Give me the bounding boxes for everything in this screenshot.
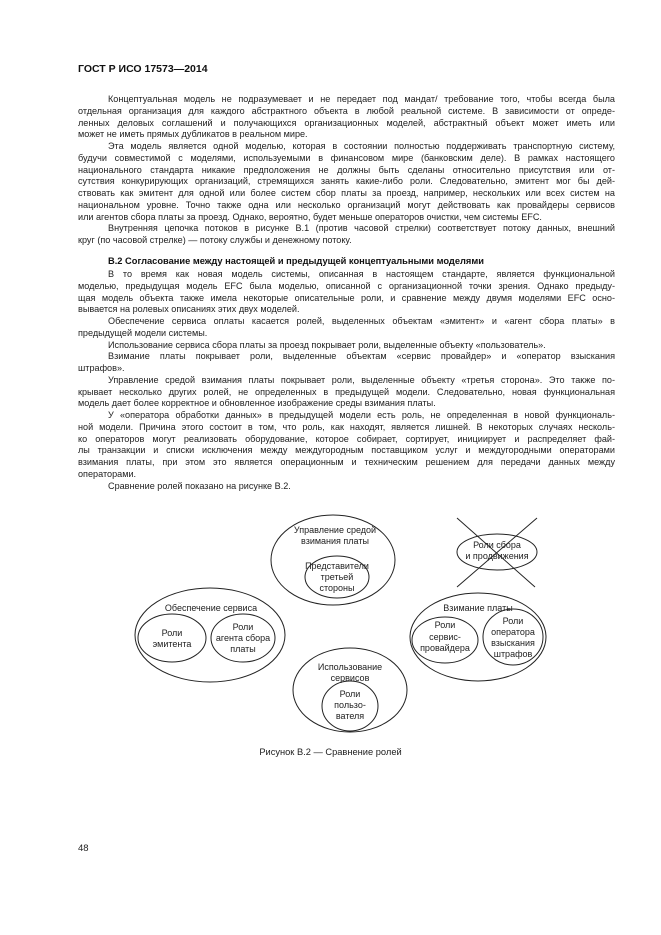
usage-title-1: Использование [317,662,383,672]
po-label-1: Роли [502,616,524,626]
agent-label-2: агента сбора [215,633,271,643]
issuer-label-2: эмитента [152,639,192,649]
paragraph-line: крывает несколько других ролей, не определенных в предыдущей модели. Следовательно, новая функциональная [78,386,615,397]
usage-title-2: сервисов [330,673,370,683]
issuer-label-1: Роли [161,628,183,638]
paragraph-line: Взимание платы покрывает роли, выделенные объектам «сервис провайдер» и «оператор взыскания [108,351,615,362]
user-label-1: Роли [339,689,361,699]
sp-label-1: Роли [434,620,456,630]
po-label-4: штрафов [493,649,533,659]
paragraph-line: штрафов». [78,363,125,373]
document-header: ГОСТ Р ИСО 17573—2014 [78,63,208,75]
crossed-group [457,518,537,587]
paragraph-line: ствовать как эмитент для одной или более систем сбор платы за проезд, например, нескольких или всех систем на [78,188,615,198]
page-number: 48 [78,843,89,854]
service-provision-title: Обеспечение сервиса [164,603,258,613]
paragraph-line: отдельная организация для каждого абстрактного объекта в любой реальной системе. В зависимости от опреде- [78,105,615,116]
user-label-3: вателя [335,711,365,721]
service-provision-group [135,588,285,682]
paragraph-line: лы транзакции и списки исключения между междугородным поставщиком услуг и междугородными операторами [78,445,615,456]
paragraph-line: предыдущей модели системы. [78,327,208,338]
sp-label-2: сервис- [429,632,461,642]
issuer-ellipse [138,614,206,662]
paragraph-line: щая модель объекта также имела некоторые описательные роли, и сравнение между двумя моделями EFC осно- [78,292,615,303]
paragraph-line: Концептуальная модель не подразумевает и не передает под мандат/ требование того, чтобы всегда была [108,94,615,104]
charging-group [410,593,546,681]
paragraph-line: модель дает более корректное и обновленное изображение среды взимания платы. [78,398,436,409]
paragraph-line: В то время как новая модель системы, описанная в настоящем стандарте, является функциональной [108,269,615,279]
paragraph-line: взимания платы, при этом это является операционным и техническим решением для передачи данных между [78,457,615,467]
po-label-2: оператора [491,627,535,637]
crossed-label-2: и продвижения [465,551,529,561]
paragraph-line: может не иметь прямых дубликатов в реальном мире. [78,129,308,140]
management-title-1: Управление средой [293,525,377,535]
paragraph-line: ко операторов могут реализовать оборудование, которое собирает, сортирует, инициирует и распределяет фай- [78,433,615,444]
section-heading: В.2 Согласование между настоящей и предыдущей концептуальными моделями [108,256,484,266]
paragraph-line: вывается на ролевых описаниях этих двух моделей. [78,304,300,315]
paragraph-line: или агентов сбора платы за проезд. Однако, вероятно, будет меньше операторов очистки, чем системы EFC. [78,211,542,222]
paragraph-line: сутствия конкурирующих организаций, стремящихся занять какие-либо роли. Следовательно, эмитент мог бы дей- [78,176,615,187]
paragraph-line: ленных деловых соглашений и получающихся организационных моделей, абстрактный объект может иметь или [78,117,615,128]
agent-label-1: Роли [232,622,254,632]
paragraph-line: операторами. [78,468,137,479]
third-party-label-1: Представители [305,561,369,571]
user-label-2: пользо- [334,700,366,710]
paragraph-line: Эта модель является одной моделью, которая в состоянии полностью поддерживать транспортную систему, [108,141,615,151]
paragraph-line: ной модели. Причина этого состоит в том, что роль, как находят, является лишней. В некоторых случаях несколь- [78,421,615,432]
figure-caption: Рисунок В.2 — Сравнение ролей [259,747,402,757]
usage-group [293,648,407,732]
management-title-2: взимания платы [301,536,369,546]
paragraph-line: круг (по часовой стрелке) — потоку службы и денежному потоку. [78,235,352,245]
third-party-label-2: третьей [320,572,354,582]
paragraph-line: моделью, предыдущая модель EFC была моделью, описанной с организационной точки зрения. Однако предыду- [78,280,615,291]
paragraph-line: Использование сервиса сбора платы за проезд покрывает роли, выделенные объекту «пользователь». [108,339,546,350]
charging-title: Взимание платы [443,603,513,613]
paragraph-line: Управление средой взимания платы покрывает роли, выделенные объекту «третья сторона». Это также по- [108,374,615,385]
paragraph-line: Обеспечение сервиса оплаты касается ролей, выделенных объектам «эмитент» и «агент сбора платы» в [108,316,615,326]
paragraph-line: Внутренняя цепочка потоков в рисунке В.1 (против часовой стрелки) соответствует потоку данных, внешний [108,223,615,234]
sp-label-3: провайдера [420,643,470,653]
po-label-3: взыскания [491,638,535,648]
paragraph-line: национальном уровне. Точно также одна или несколько организаций могут действовать как провайдеры сервисов [78,199,615,210]
agent-label-3: платы [230,644,256,654]
third-party-label-3: стороны [319,583,355,593]
crossed-label-1: Роли сбора [473,540,521,550]
paragraph-line: будучи совместимой с моделями, используемыми в финансовом мире (банковским деле). В рамках настоящего [78,152,615,163]
paragraph-line: У «оператора обработки данных» в предыдущей модели есть роль, не определенная в новой функциональ- [108,410,615,420]
paragraph-line: Сравнение ролей показано на рисунке В.2. [108,480,291,491]
paragraph-line: национального стандарта никакие предположения не должны быть сделаны относительно присутствия или от- [78,164,615,175]
management-group [271,515,395,605]
